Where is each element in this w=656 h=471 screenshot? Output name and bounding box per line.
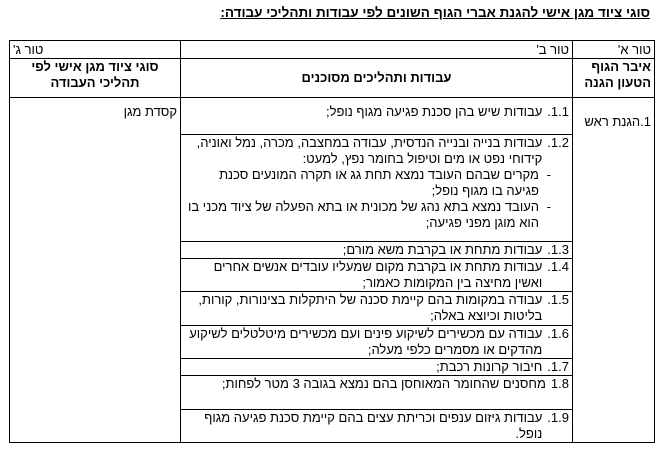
list-item — [184, 359, 569, 375]
process-cell — [181, 242, 573, 259]
item-number: 1.2. — [547, 135, 569, 150]
column-header-row — [10, 59, 655, 98]
process-cell — [181, 376, 573, 410]
list-item — [184, 410, 569, 442]
column-label-row — [10, 41, 655, 59]
process-cell — [181, 98, 573, 135]
item-number: 1.9. — [547, 410, 569, 425]
item-number: 1.3. — [547, 242, 569, 257]
process-cell — [181, 326, 573, 359]
list-item — [184, 326, 569, 358]
exception-item — [184, 199, 569, 231]
column-label-a: טור א' — [573, 41, 655, 59]
item-number: 1.4. — [547, 259, 569, 274]
list-item — [184, 376, 569, 392]
item-text: עבודות מתחת או בקרבת מקום שמעליו עובדים אנשים אחרים ואשין מחיצה בין המקומות כאמור; — [213, 259, 543, 290]
item-text: עבודות גיזום ענפים וכריתת עצים בהם קיימת סכנת פגיעה מגוף נופל. — [204, 410, 543, 441]
list-item — [184, 104, 569, 120]
column-label-c: טור ג' — [10, 41, 181, 59]
process-cell — [181, 410, 573, 443]
item-number: 1.6. — [547, 326, 569, 341]
equipment-label: קסדת מגן — [123, 104, 177, 119]
list-item — [184, 259, 569, 291]
item-text: עבודה עם מכשירים לשיקוע פינים ועם מכשירים מיטלטלים לשיקוע מהדקים או מסמרים כלפי מעלה; — [189, 326, 543, 357]
item-text: עבודות שיש בהן סכנת פגיעה מגוף נופל; — [325, 104, 543, 119]
item-text: חיבור קרונות רכבת; — [436, 359, 543, 374]
organ-cell — [573, 98, 655, 443]
exception-item — [184, 167, 569, 199]
list-item — [184, 242, 569, 258]
exception-list — [184, 167, 569, 231]
item-number: 1.1. — [547, 104, 569, 119]
column-header-equipment: סוגי ציוד מגן אישי לפי תהליכי העבודה — [10, 59, 181, 98]
item-text: עבודות בנייה ובנייה הנדסית, עבודה במחצבה, מכרה, נמל ואוניה, קידוחי נפט או מים וטיפול בחומר נפץ, למעט: — [196, 135, 543, 166]
process-cell — [181, 259, 573, 292]
exception-text: העובד נמצא בתא נהג של מכונית או בתא הפעלה של ציוד מכני בו הוא מוגן מפני פגיעה; — [188, 199, 539, 230]
document-title: סוגי ציוד מגן אישי להגנת אברי הגוף השונים לפי עבודות ותהליכי עבודה: — [220, 5, 650, 20]
table-row — [10, 98, 655, 135]
item-number: 1.7. — [547, 359, 569, 374]
item-number: 1.8 — [550, 376, 569, 391]
item-text: עבודות מתחת או בקרבת משא מורם; — [342, 242, 543, 257]
list-item — [184, 292, 569, 324]
column-header-organ: איבר הגוף הטעון הגנה — [573, 59, 655, 98]
exception-text: מקרים שבהם העובד נמצא תחת גג או תקרה המונעים סכנת פגיעה בו מגוף נופל; — [219, 167, 539, 198]
dash-bullet-icon: - — [546, 167, 551, 182]
list-item — [184, 135, 569, 167]
item-text: עבודה במקומות בהם קיימת סכנה של היתקלות בצינורות, קורות, בליטות וכיוצא באלה; — [198, 292, 543, 323]
process-cell — [181, 292, 573, 326]
item-text: מחסנים שהחומר המאוחסן בהם נמצא בגובה 3 מטר לפחות; — [221, 376, 546, 391]
process-cell — [181, 135, 573, 242]
ppe-table — [9, 40, 655, 443]
dash-bullet-icon: - — [546, 199, 551, 214]
item-number: 1.5. — [547, 292, 569, 307]
column-label-b: טור ב' — [181, 41, 573, 59]
process-cell — [181, 359, 573, 376]
organ-label: 1.הגנת ראש — [584, 114, 651, 129]
equipment-cell — [10, 98, 181, 443]
column-header-processes: עבודות ותהליכים מסוכנים — [181, 59, 573, 98]
